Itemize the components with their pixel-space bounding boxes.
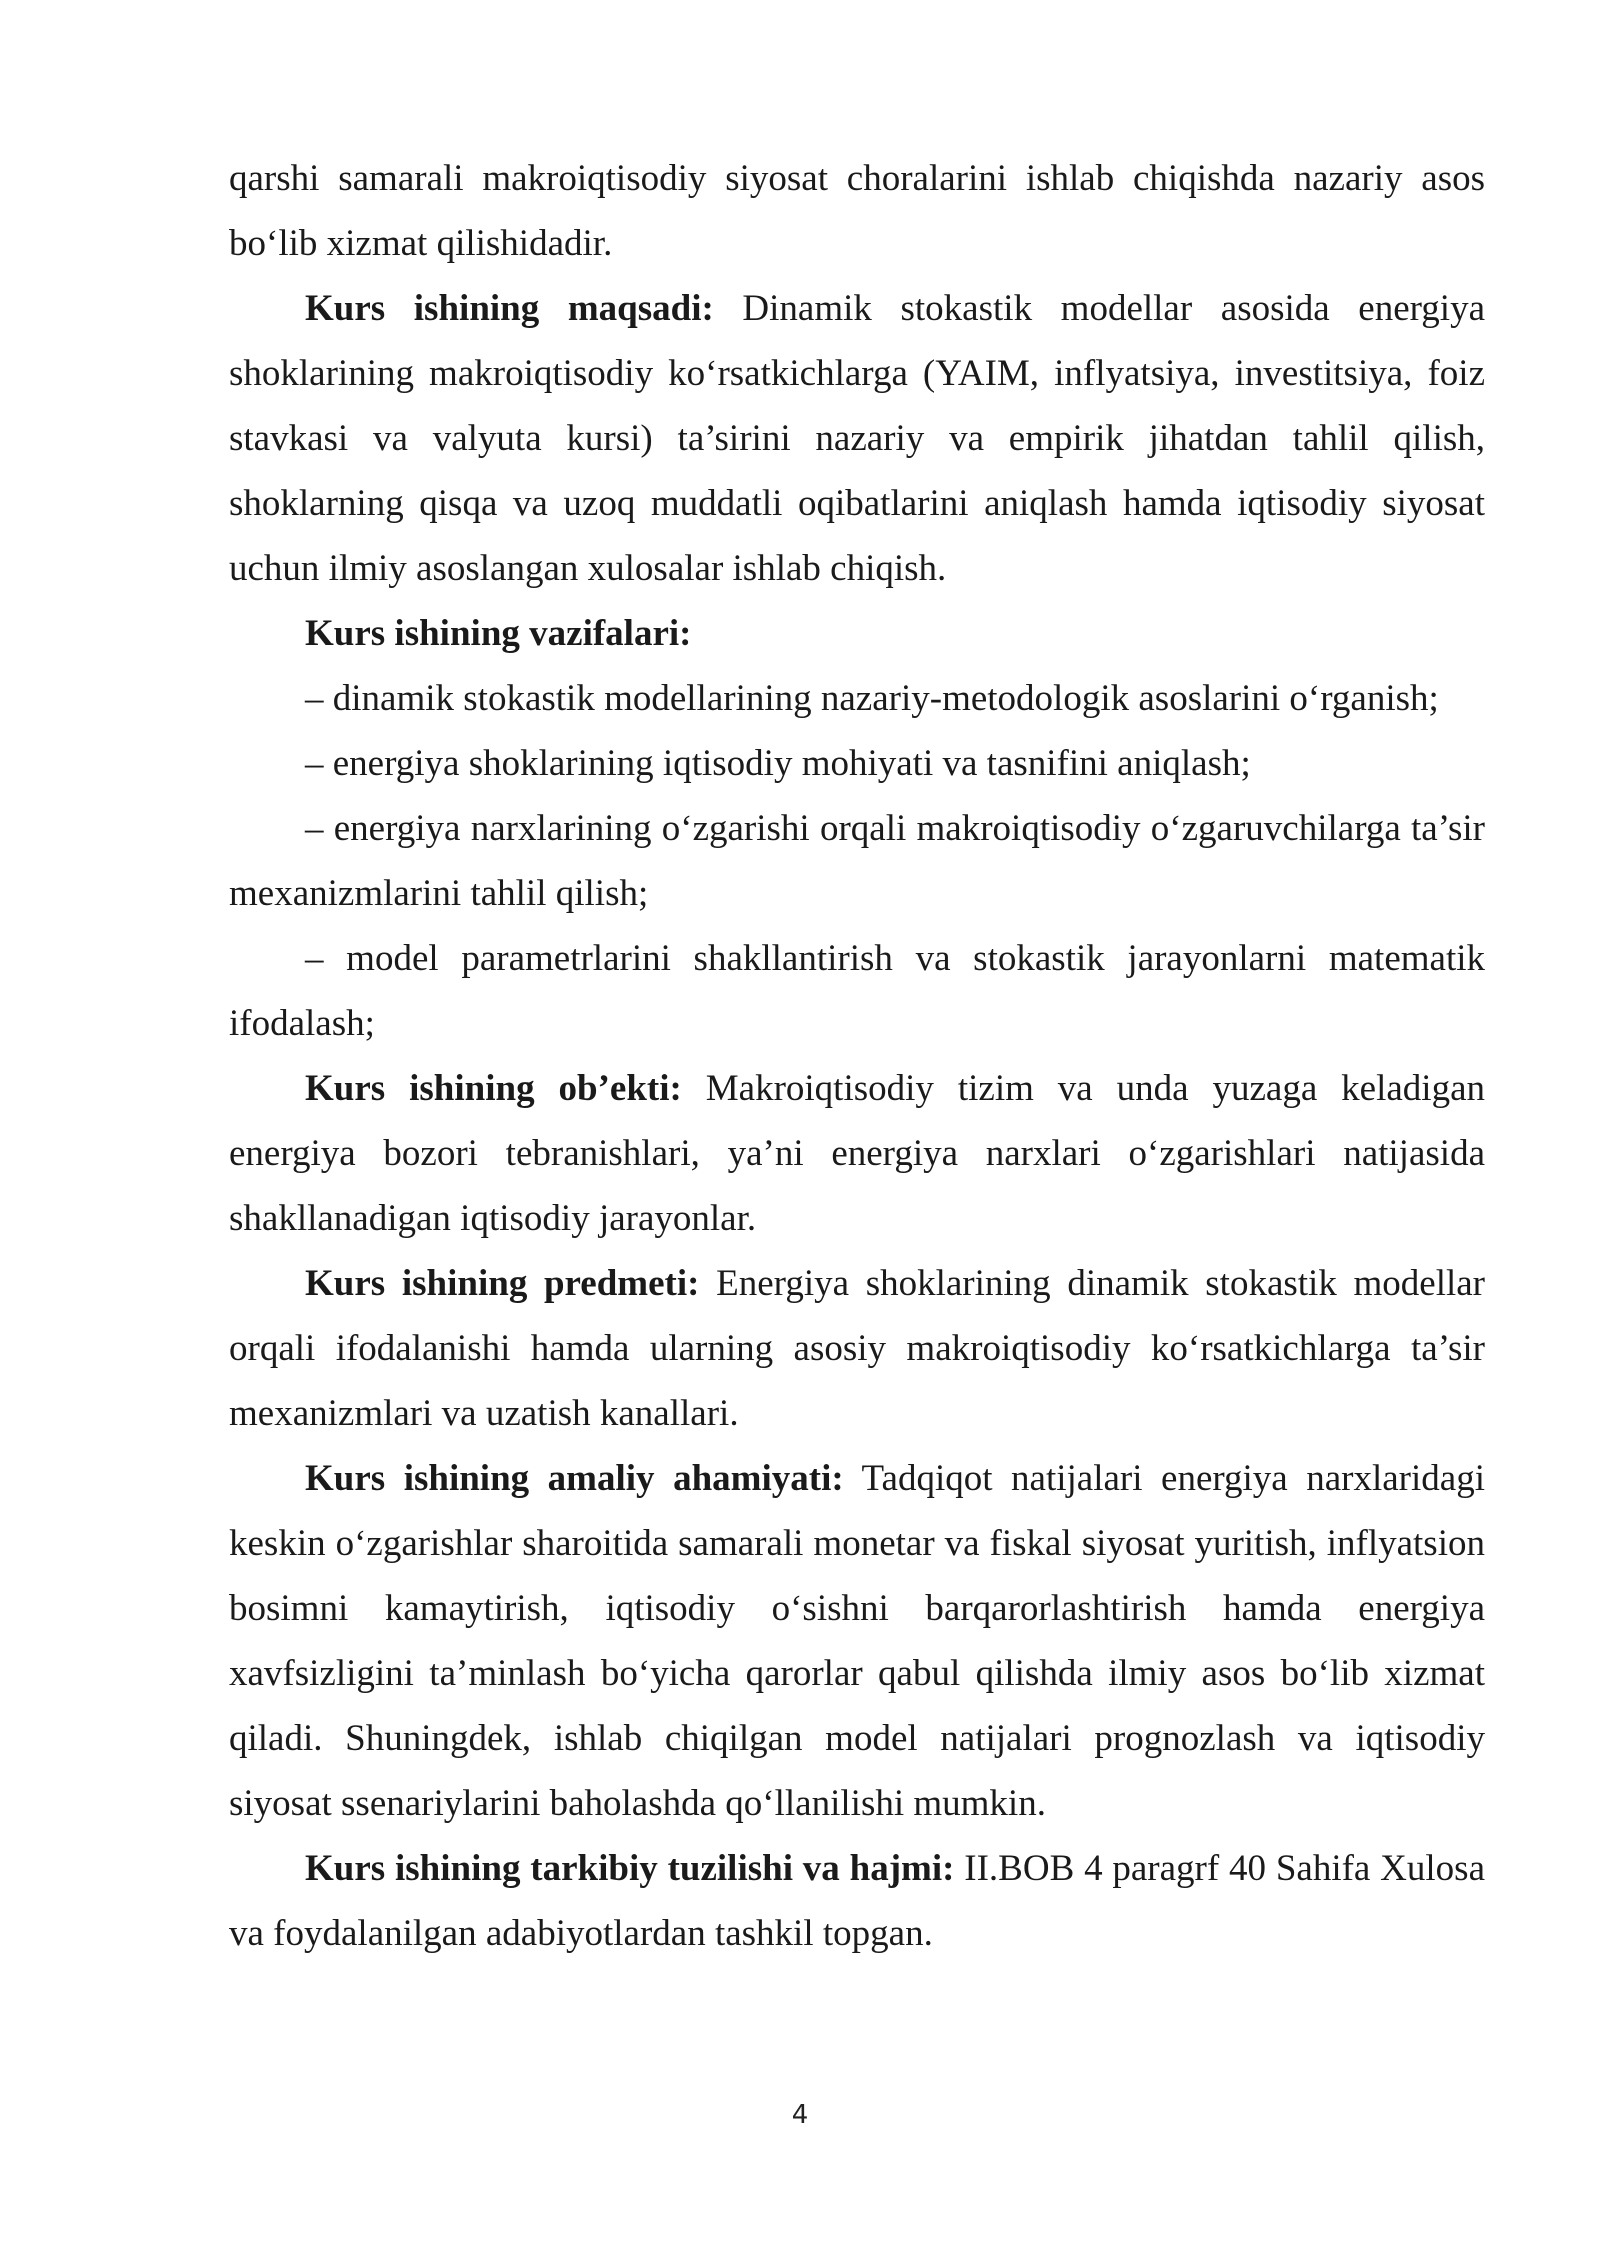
subject-text: Energiya shoklarining dinamik stokastik modellar orqali ifodalanishi hamda ularning asosiy makroiqtisodiy ko‘rsatkichlarga ta’sir mexanizmlari va uzatish kanallari. xyxy=(229,1263,1485,1434)
goal-text: Dinamik stokastik modellar asosida energiya shoklarining makroiqtisodiy ko‘rsatkichlarga (YAIM, inflyatsiya, investitsiya, foiz stavkasi va valyuta kursi) ta’sirini nazariy va empirik jihatdan tahlil qilish, shoklarning qisqa va uzoq muddatli oqibatlarini aniqlash hamda iqtisodiy siyosat uchun ilmiy asoslangan xulosalar ishlab chiqish. xyxy=(229,288,1485,589)
intro-paragraph xyxy=(229,146,1485,276)
intro-text: qarshi samarali makroiqtisodiy siyosat choralarini ishlab chiqishda nazariy asos bo‘lib xizmat qilishidadir. xyxy=(229,158,1485,264)
object-label: Kurs ishining ob’ekti: xyxy=(305,1068,682,1109)
practical-text: Tadqiqot natijalari energiya narxlaridagi keskin o‘zgarishlar sharoitida samarali monetar va fiskal siyosat yuritish, inflyatsion bosimni kamaytirish, iqtisodiy o‘sishni barqarorlashtirish hamda energiya xavfsizligini ta’minlash bo‘yicha qarorlar qabul qilishda ilmiy asos bo‘lib xizmat qiladi. Shuningdek, ishlab chiqilgan model natijalari prognozlash va iqtisodiy siyosat ssenariylarini baholashda qo‘llanilishi mumkin. xyxy=(229,1458,1485,1824)
task-item xyxy=(229,666,1485,731)
task-item xyxy=(229,731,1485,796)
object-paragraph xyxy=(229,1056,1485,1251)
task-item-text: – energiya narxlarining o‘zgarishi orqali makroiqtisodiy o‘zgaruvchilarga ta’sir mexanizmlarini tahlil qilish; xyxy=(229,808,1485,914)
subject-label: Kurs ishining predmeti: xyxy=(305,1263,700,1304)
task-item xyxy=(229,796,1485,926)
subject-paragraph xyxy=(229,1251,1485,1446)
task-item-text: – energiya shoklarining iqtisodiy mohiyati va tasnifini aniqlash; xyxy=(305,743,1251,784)
page-number: 4 xyxy=(791,2100,809,2130)
task-item xyxy=(229,926,1485,1056)
practical-paragraph xyxy=(229,1446,1485,1836)
task-item-text: – dinamik stokastik modellarining nazariy-metodologik asoslarini o‘rganish; xyxy=(305,678,1439,719)
structure-text: II.BOB 4 paragrf 40 Sahifa Xulosa va foydalanilgan adabiyotlardan tashkil topgan. xyxy=(229,1848,1485,1954)
tasks-heading-paragraph xyxy=(229,601,1485,666)
object-text: Makroiqtisodiy tizim va unda yuzaga keladigan energiya bozori tebranishlari, ya’ni energiya narxlari o‘zgarishlari natijasida shakllanadigan iqtisodiy jarayonlar. xyxy=(229,1068,1485,1239)
practical-label: Kurs ishining amaliy ahamiyati: xyxy=(305,1458,844,1499)
structure-label: Kurs ishining tarkibiy tuzilishi va hajmi: xyxy=(305,1848,955,1889)
tasks-label: Kurs ishining vazifalari: xyxy=(305,613,692,654)
document-page xyxy=(229,146,1485,1966)
goal-label: Kurs ishining maqsadi: xyxy=(305,288,714,329)
structure-paragraph xyxy=(229,1836,1485,1966)
task-item-text: – model parametrlarini shakllantirish va stokastik jarayonlarni matematik ifodalash; xyxy=(229,938,1485,1044)
goal-paragraph xyxy=(229,276,1485,601)
